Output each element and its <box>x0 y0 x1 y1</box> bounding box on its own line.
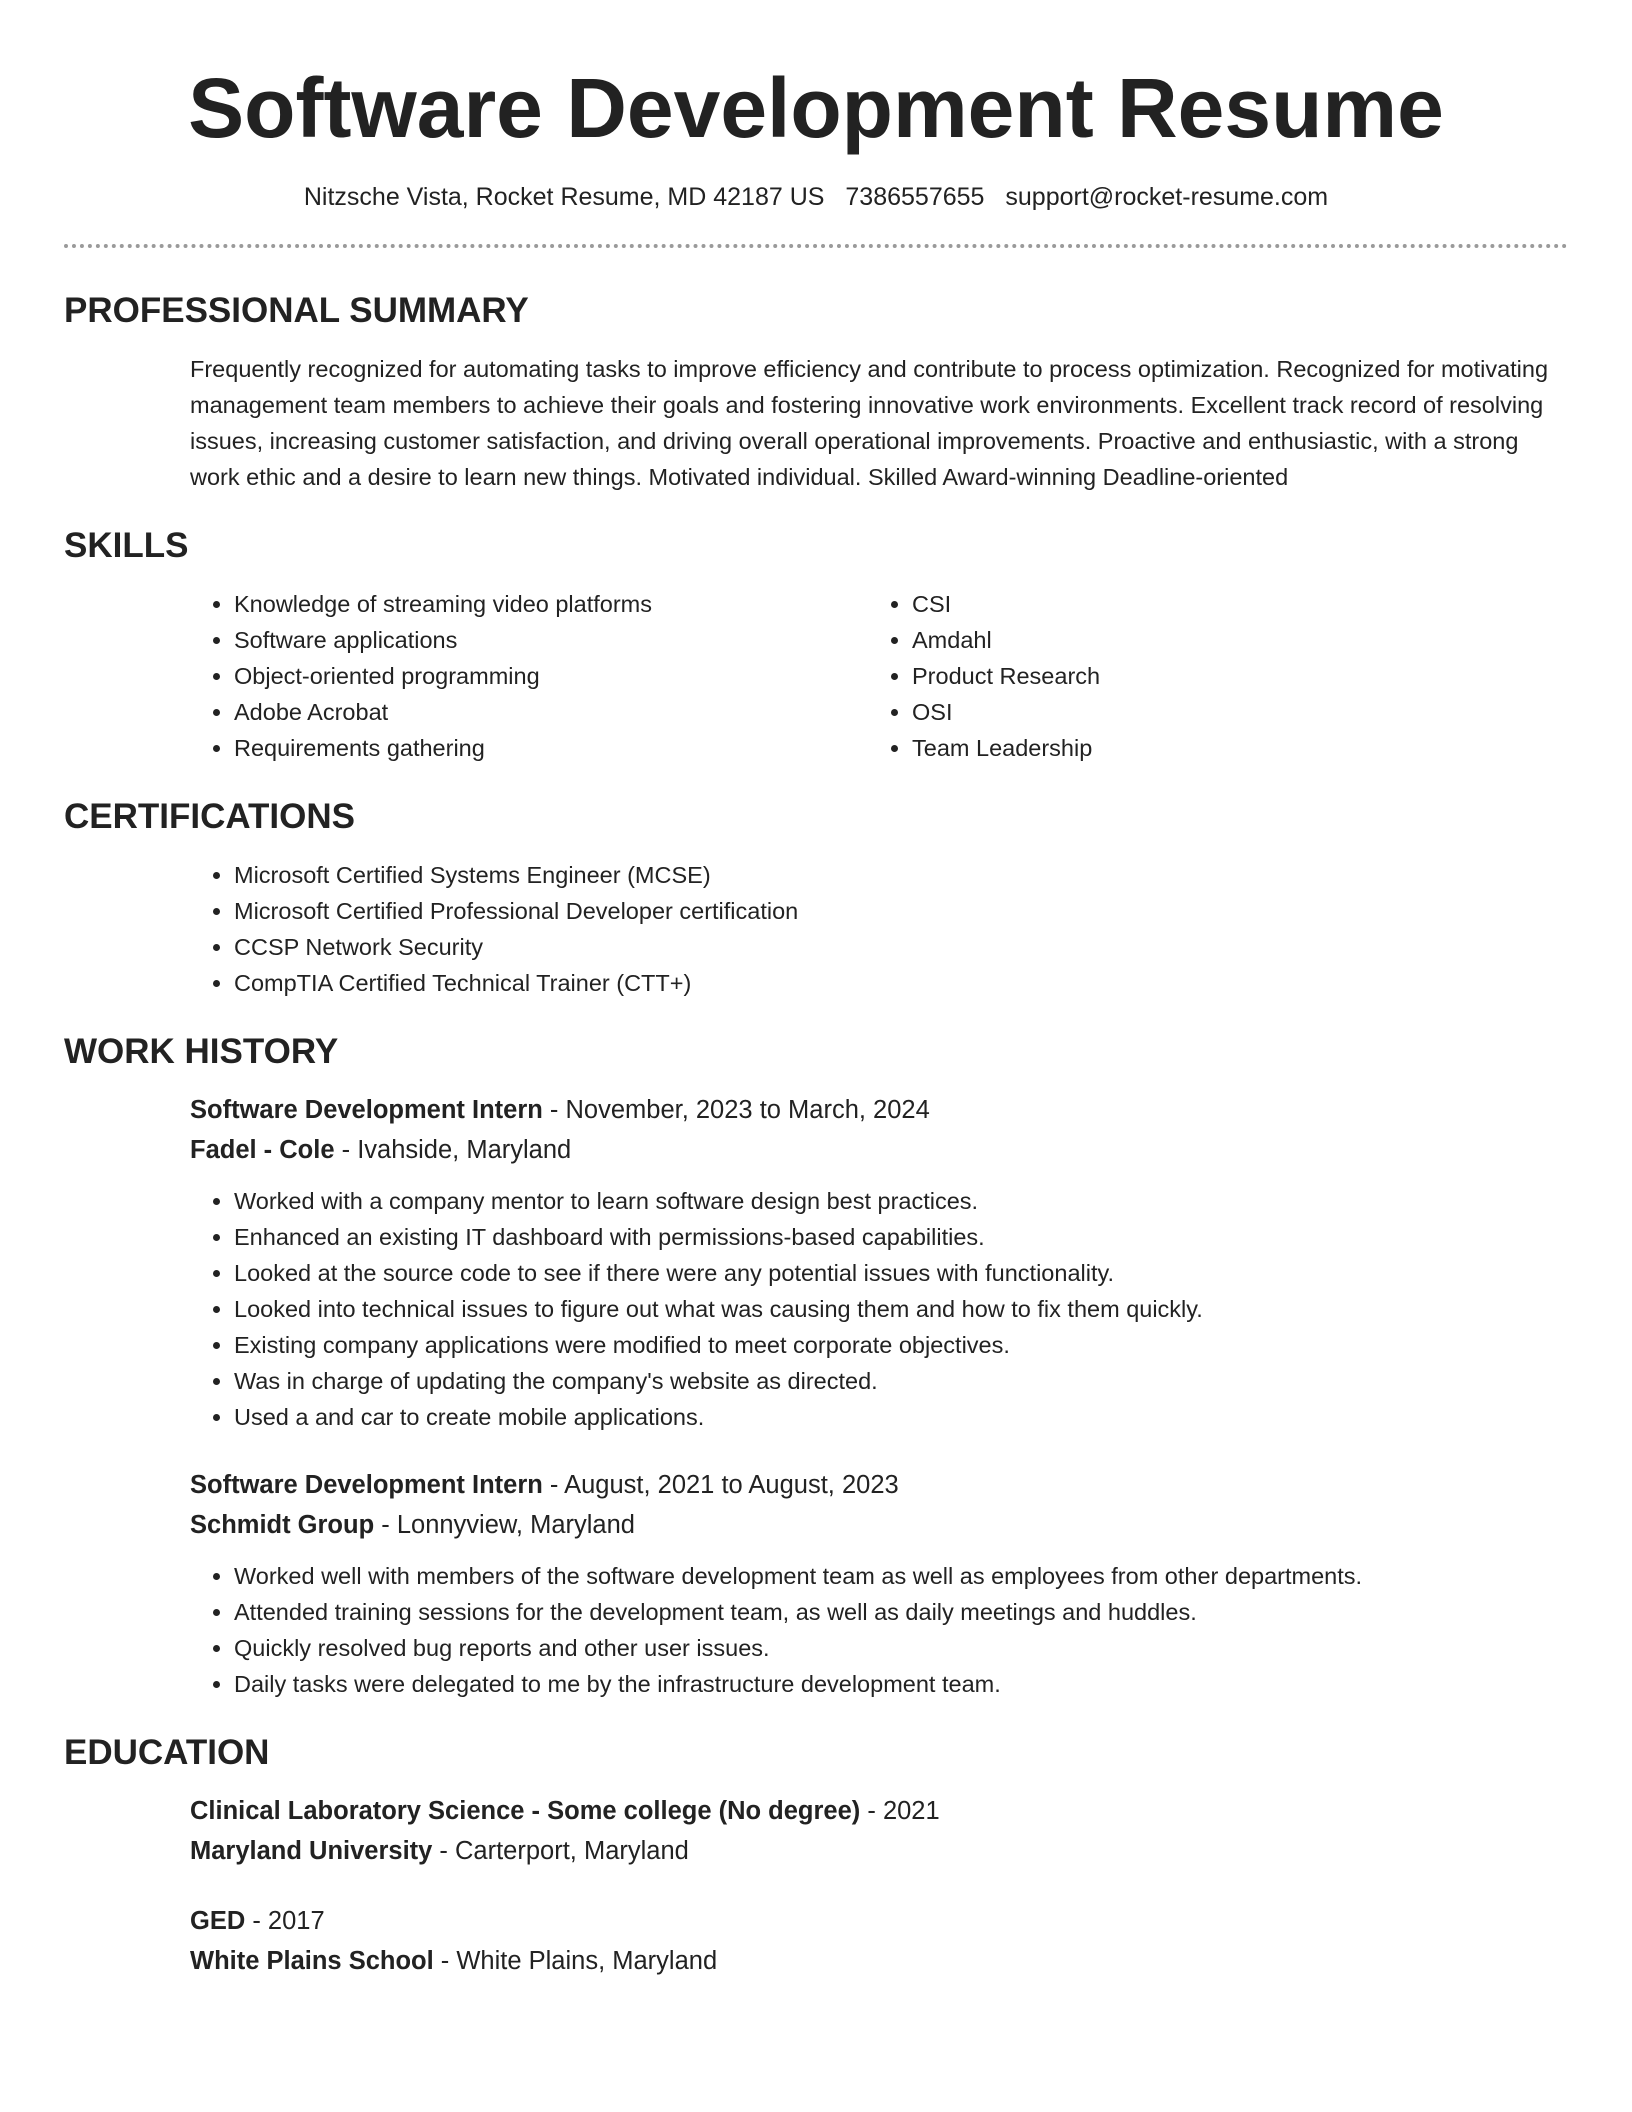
job-location: - Lonnyview, Maryland <box>374 1511 635 1539</box>
skill-item: • OSI <box>912 694 1546 730</box>
job-title: Software Development Intern <box>190 1096 543 1124</box>
degree-line <box>190 1901 1568 1941</box>
certification-item: • CompTIA Certified Technical Trainer (CTT+) <box>234 965 1568 1001</box>
job-company: Schmidt Group <box>190 1511 375 1539</box>
school-name: Maryland University <box>190 1837 433 1865</box>
skill-item: • Product Research <box>912 658 1546 694</box>
skills-column-right <box>868 586 1546 766</box>
school-name: White Plains School <box>190 1947 434 1975</box>
job-company: Fadel - Cole <box>190 1136 335 1164</box>
school-line <box>190 1831 1568 1871</box>
education-entry <box>64 1901 1568 1981</box>
job-entry <box>64 1465 1568 1702</box>
skill-item: • Adobe Acrobat <box>234 694 868 730</box>
summary-heading: PROFESSIONAL SUMMARY <box>64 291 529 330</box>
skill-item: • Requirements gathering <box>234 730 868 766</box>
resume-page <box>64 0 1568 1981</box>
job-bullet: • Worked well with members of the software development team as well as employees from other departments. <box>234 1558 1568 1594</box>
job-bullet: • Looked into technical issues to figure out what was causing them and how to fix them quickly. <box>234 1291 1568 1327</box>
education-entry <box>64 1791 1568 1871</box>
job-entry <box>64 1090 1568 1435</box>
job-dates: - August, 2021 to August, 2023 <box>542 1471 899 1499</box>
summary-section <box>64 289 1568 495</box>
degree-name: GED <box>190 1907 246 1935</box>
job-company-line <box>190 1130 1568 1170</box>
certifications-section <box>64 795 1568 1001</box>
job-bullet: • Was in charge of updating the company's website as directed. <box>234 1363 1568 1399</box>
certification-item: • Microsoft Certified Professional Developer certification <box>234 893 1568 929</box>
job-title-line <box>190 1090 1568 1130</box>
phone-text: 7386557655 <box>845 183 985 211</box>
contact-line <box>64 180 1568 214</box>
job-title-line <box>190 1465 1568 1505</box>
school-location: - Carterport, Maryland <box>432 1837 689 1865</box>
skills-heading: SKILLS <box>64 526 189 565</box>
work-history-heading: WORK HISTORY <box>64 1032 339 1071</box>
certifications-heading: CERTIFICATIONS <box>64 797 356 836</box>
job-bullet: • Worked with a company mentor to learn software design best practices. <box>234 1183 1568 1219</box>
degree-name: Clinical Laboratory Science - Some college (No degree) <box>190 1797 861 1825</box>
job-title: Software Development Intern <box>190 1471 543 1499</box>
job-location: - Ivahside, Maryland <box>334 1136 572 1164</box>
skill-item: • Amdahl <box>912 622 1546 658</box>
degree-year: - 2017 <box>245 1907 325 1935</box>
school-line <box>190 1941 1568 1981</box>
skill-item: • Knowledge of streaming video platforms <box>234 586 868 622</box>
email-text: support@rocket-resume.com <box>1005 183 1329 211</box>
skills-section <box>64 524 1568 766</box>
certification-item: • CCSP Network Security <box>234 929 1568 965</box>
summary-text: Frequently recognized for automating tasks to improve efficiency and contribute to process optimization. Recognized for motivating management team members to achieve their goals and fostering innovative work environments. Excellent track record of resolving issues, increasing customer satisfaction, and driving overall operational improvements. Proactive and enthusiastic, with a strong work ethic and a desire to learn new things. Motivated individual. Skilled Award-winning Deadline-oriented <box>190 356 1549 490</box>
skills-grid <box>190 586 1568 766</box>
job-bullet: • Enhanced an existing IT dashboard with permissions-based capabilities. <box>234 1219 1568 1255</box>
education-heading: EDUCATION <box>64 1733 270 1772</box>
degree-year: - 2021 <box>860 1797 940 1825</box>
skill-item: • CSI <box>912 586 1546 622</box>
skills-column-left <box>190 586 868 766</box>
header-divider <box>64 244 1568 248</box>
job-bullet: • Looked at the source code to see if there were any potential issues with functionality. <box>234 1255 1568 1291</box>
job-bullet: • Quickly resolved bug reports and other user issues. <box>234 1630 1568 1666</box>
address-text: Nitzsche Vista, Rocket Resume, MD 42187 US <box>303 183 825 211</box>
job-bullet: • Daily tasks were delegated to me by the infrastructure development team. <box>234 1666 1568 1702</box>
job-bullet: • Existing company applications were modified to meet corporate objectives. <box>234 1327 1568 1363</box>
school-location: - White Plains, Maryland <box>433 1947 718 1975</box>
job-dates: - November, 2023 to March, 2024 <box>542 1096 930 1124</box>
education-section <box>64 1731 1568 1981</box>
job-bullet: • Used a and car to create mobile applications. <box>234 1399 1568 1435</box>
job-bullet: • Attended training sessions for the development team, as well as daily meetings and huddles. <box>234 1594 1568 1630</box>
resume-title: Software Development Resume <box>188 61 1444 155</box>
work-history-section <box>64 1030 1568 1702</box>
skill-item: • Software applications <box>234 622 868 658</box>
degree-line <box>190 1791 1568 1831</box>
skill-item: • Object-oriented programming <box>234 658 868 694</box>
skill-item: • Team Leadership <box>912 730 1546 766</box>
certification-item: • Microsoft Certified Systems Engineer (MCSE) <box>234 857 1568 893</box>
job-company-line <box>190 1505 1568 1545</box>
